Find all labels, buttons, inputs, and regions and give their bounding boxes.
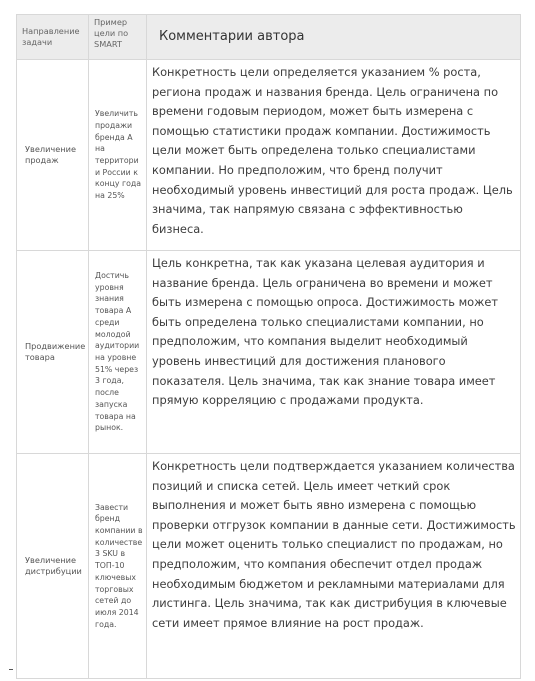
divider-dash (9, 669, 13, 670)
table-row (17, 60, 521, 251)
header-direction: Направление задачи (17, 15, 89, 60)
cell-comment: Конкретность цели определяется указанием % роста, региона продаж и названия бренда. Цель ограничена по времени годовым периодом, может быть измерена с помощью статистики продаж компании. Достижимость цели может быть определена только специалистами компании. Но предположим, что бренд получит необходимый уровень инвестиций для роста продаж. Цель значима, так напрямую связана с эффективностью бизнеса. (147, 60, 521, 251)
table-row (17, 454, 521, 679)
cell-direction: Увеличение продаж (17, 60, 89, 251)
cell-example: Увеличить продажи бренда А на территории России к концу года на 25% (89, 60, 147, 251)
cell-example: Достичь уровня знания товара А среди молодой аудитории на уровне 51% через 3 года, после запуска товара на рынок. (89, 251, 147, 454)
smart-goals-table (16, 14, 521, 679)
table-row (17, 251, 521, 454)
cell-comment: Цель конкретна, так как указана целевая аудитория и название бренда. Цель ограничена во времени и может быть измерена с помощью опроса. Достижимость может быть определена только специалистами компании, но предположим, что компания выделит необходимый уровень инвестиций для достижения планового показателя. Цель значима, так как знание товара имеет прямую корреляцию с продажами продукта. (147, 251, 521, 454)
header-example: Пример цели по SMART (89, 15, 147, 60)
cell-direction: Увеличение дистрибуции (17, 454, 89, 679)
smart-goals-table-wrapper (16, 14, 520, 679)
cell-direction: Продвижение товара (17, 251, 89, 454)
header-comment: Комментарии автора (147, 15, 521, 60)
table-header-row (17, 15, 521, 60)
cell-comment: Конкретность цели подтверждается указанием количества позиций и списка сетей. Цель имеет четкий срок выполнения и может быть явно измерена с помощью проверки отгрузок компании в данные сети. Достижимость цели может оценить только специалист по продажам, но предположим, что компания обеспечит отдел продаж необходимым бюджетом и рекламными материалами для листинга. Цель значима, так как дистрибуция в ключевые сети имеет прямое влияние на рост продаж. (147, 454, 521, 679)
cell-example: Завести бренд компании в количестве 3 SKU в ТОП-10 ключевых торговых сетей до июля 2014 года. (89, 454, 147, 679)
